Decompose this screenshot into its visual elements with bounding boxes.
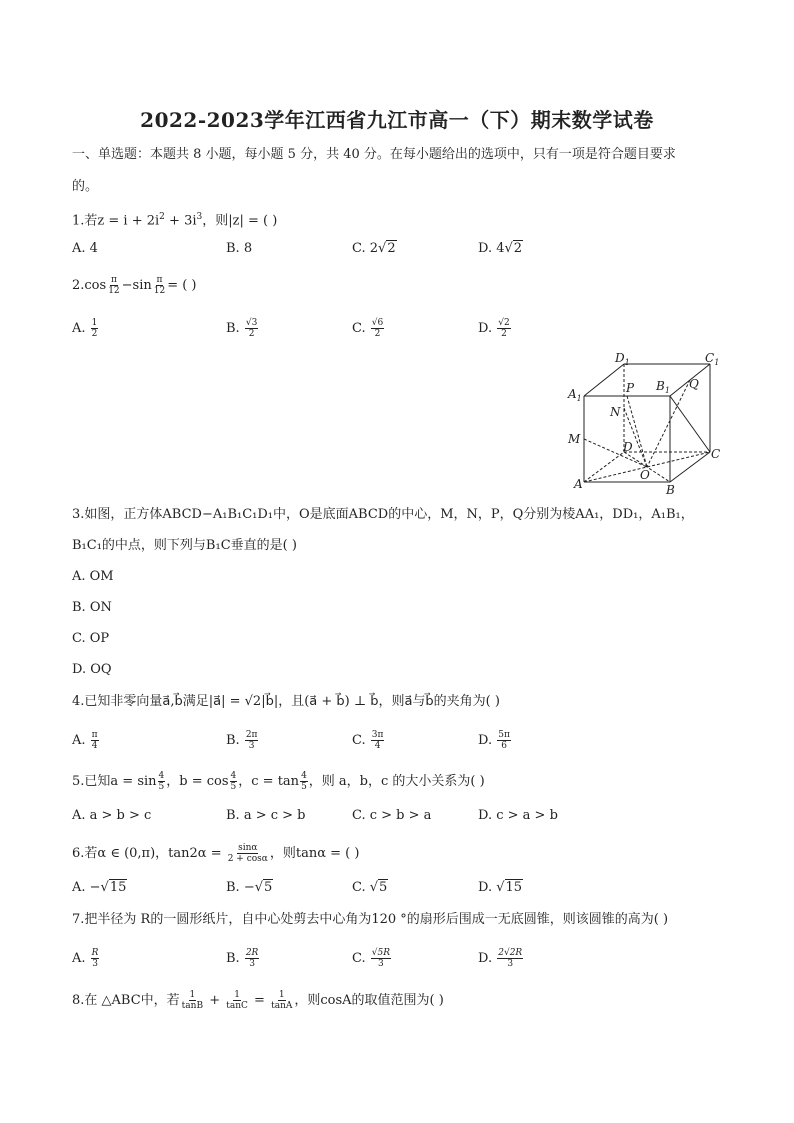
label-b1: $B_1$ (656, 379, 670, 395)
question-8-stem: 8.在 △ABC中，若 $\frac{1}{\tan B}$ + $\frac{1}{\tan C}$ = $\frac{1}{\tan A}$ ，则cosA的取值范围为( ) (72, 990, 444, 1011)
section-heading-line2: 的。 (72, 179, 99, 194)
question-4-option-b: B. $\frac{2\pi}{3}$ (226, 730, 258, 751)
question-4-stem: 4.已知非零向量a⃗,b⃗满足|a⃗| = √2|b⃗|，且(a⃗ + b⃗) ⊥ b⃗，则a⃗与b⃗的夹角为( ) (72, 694, 500, 709)
question-3-option-a: A. OM (72, 569, 114, 584)
question-1-option-c: C. 2√2 (352, 241, 396, 256)
question-7-stem: 7.把半径为 R的一圆形纸片，自中心处剪去中心角为120 °的扇形后围成一无底圆锥，则该圆锥的高为( ) (72, 912, 669, 927)
question-4-option-a: A. $\frac{\pi}{4}$ (72, 730, 98, 751)
question-1-stem: 1.若$z = i + 2i^2 + 3i^3$，则|z| = ( ) (72, 212, 278, 229)
question-2-option-c: C. $\frac{√6}{2}$ (352, 318, 384, 339)
section-heading-line1: 一、单选题：本题共 8 小题，每小题 5 分，共 40 分。在每小题给出的选项中，只有一项是符合题目要求 (72, 147, 676, 162)
question-4-option-c: C. $\frac{3\pi}{4}$ (352, 730, 384, 751)
question-3-option-d: D. OQ (72, 662, 112, 677)
label-b: B (666, 483, 675, 497)
question-3-stem-line1: 3.如图，正方体ABCD−A₁B₁C₁D₁中，O是底面ABCD的中心，M，N，P，Q分别为棱AA₁，DD₁，A₁B₁， (72, 507, 694, 522)
question-6-option-a: A. −√15 (72, 880, 127, 895)
question-7-option-d: D. $\frac{2√2R}{3}$ (478, 948, 523, 969)
question-6-option-c: C. √5 (352, 880, 388, 895)
question-7-option-c: C. $\frac{√5R}{3}$ (352, 948, 391, 969)
label-c1: $C_1$ (705, 351, 720, 367)
cube-figure (560, 348, 730, 498)
label-o: O (640, 468, 650, 482)
question-7-option-b: B. $\frac{2R}{3}$ (226, 948, 259, 969)
question-2-option-a: A. $\frac{1}{2}$ (72, 318, 98, 339)
question-6-option-b: B. −√5 (226, 880, 273, 895)
question-1-option-a: A. 4 (72, 241, 98, 256)
question-6-stem: 6.若α ∈ (0,π)，tan2α = $\frac{\sin\alpha}{2 + \cos\alpha}$ ，则tanα = ( ) (72, 843, 360, 864)
question-2-stem: 2.cos $\frac{\pi}{12}$ −sin $\frac{\pi}{12}$ = ( ) (72, 275, 197, 296)
question-2-option-d: D. $\frac{√2}{2}$ (478, 318, 510, 339)
question-5-option-a: A. a > b > c (72, 808, 152, 823)
label-d: D (623, 440, 633, 454)
question-5-option-d: D. c > a > b (478, 808, 558, 823)
question-5-option-c: C. c > b > a (352, 808, 432, 823)
question-3-option-c: C. OP (72, 631, 110, 646)
label-a1: $A_1$ (568, 387, 582, 403)
question-4-option-d: D. $\frac{5\pi}{6}$ (478, 730, 510, 751)
label-q: Q (689, 377, 699, 391)
question-1-option-b: B. 8 (226, 241, 253, 256)
label-d1: $D_1$ (615, 351, 630, 367)
question-3-stem-line2: B₁C₁的中点，则下列与B₁C垂直的是( ) (72, 538, 297, 553)
question-7-option-a: A. $\frac{R}{3}$ (72, 948, 99, 969)
label-m: M (568, 432, 581, 446)
label-a: A (574, 477, 583, 491)
question-6-option-d: D. √15 (478, 880, 523, 895)
label-p: P (626, 381, 635, 395)
question-5-option-b: B. a > c > b (226, 808, 306, 823)
question-2-option-b: B. $\frac{√3}{2}$ (226, 318, 258, 339)
page-title: 2022-2023学年江西省九江市高一（下）期末数学试卷 (140, 108, 654, 132)
question-1-option-d: D. 4√2 (478, 241, 523, 256)
label-c: C (711, 447, 721, 461)
question-5-stem: 5.已知a = sin $\frac{4}{5}$ ，b = cos $\frac{4}{5}$ ，c = tan $\frac{4}{5}$ ，则 a，b，c 的大小关系为( ) (72, 771, 485, 792)
label-n: N (610, 405, 621, 419)
question-3-option-b: B. ON (72, 600, 112, 615)
